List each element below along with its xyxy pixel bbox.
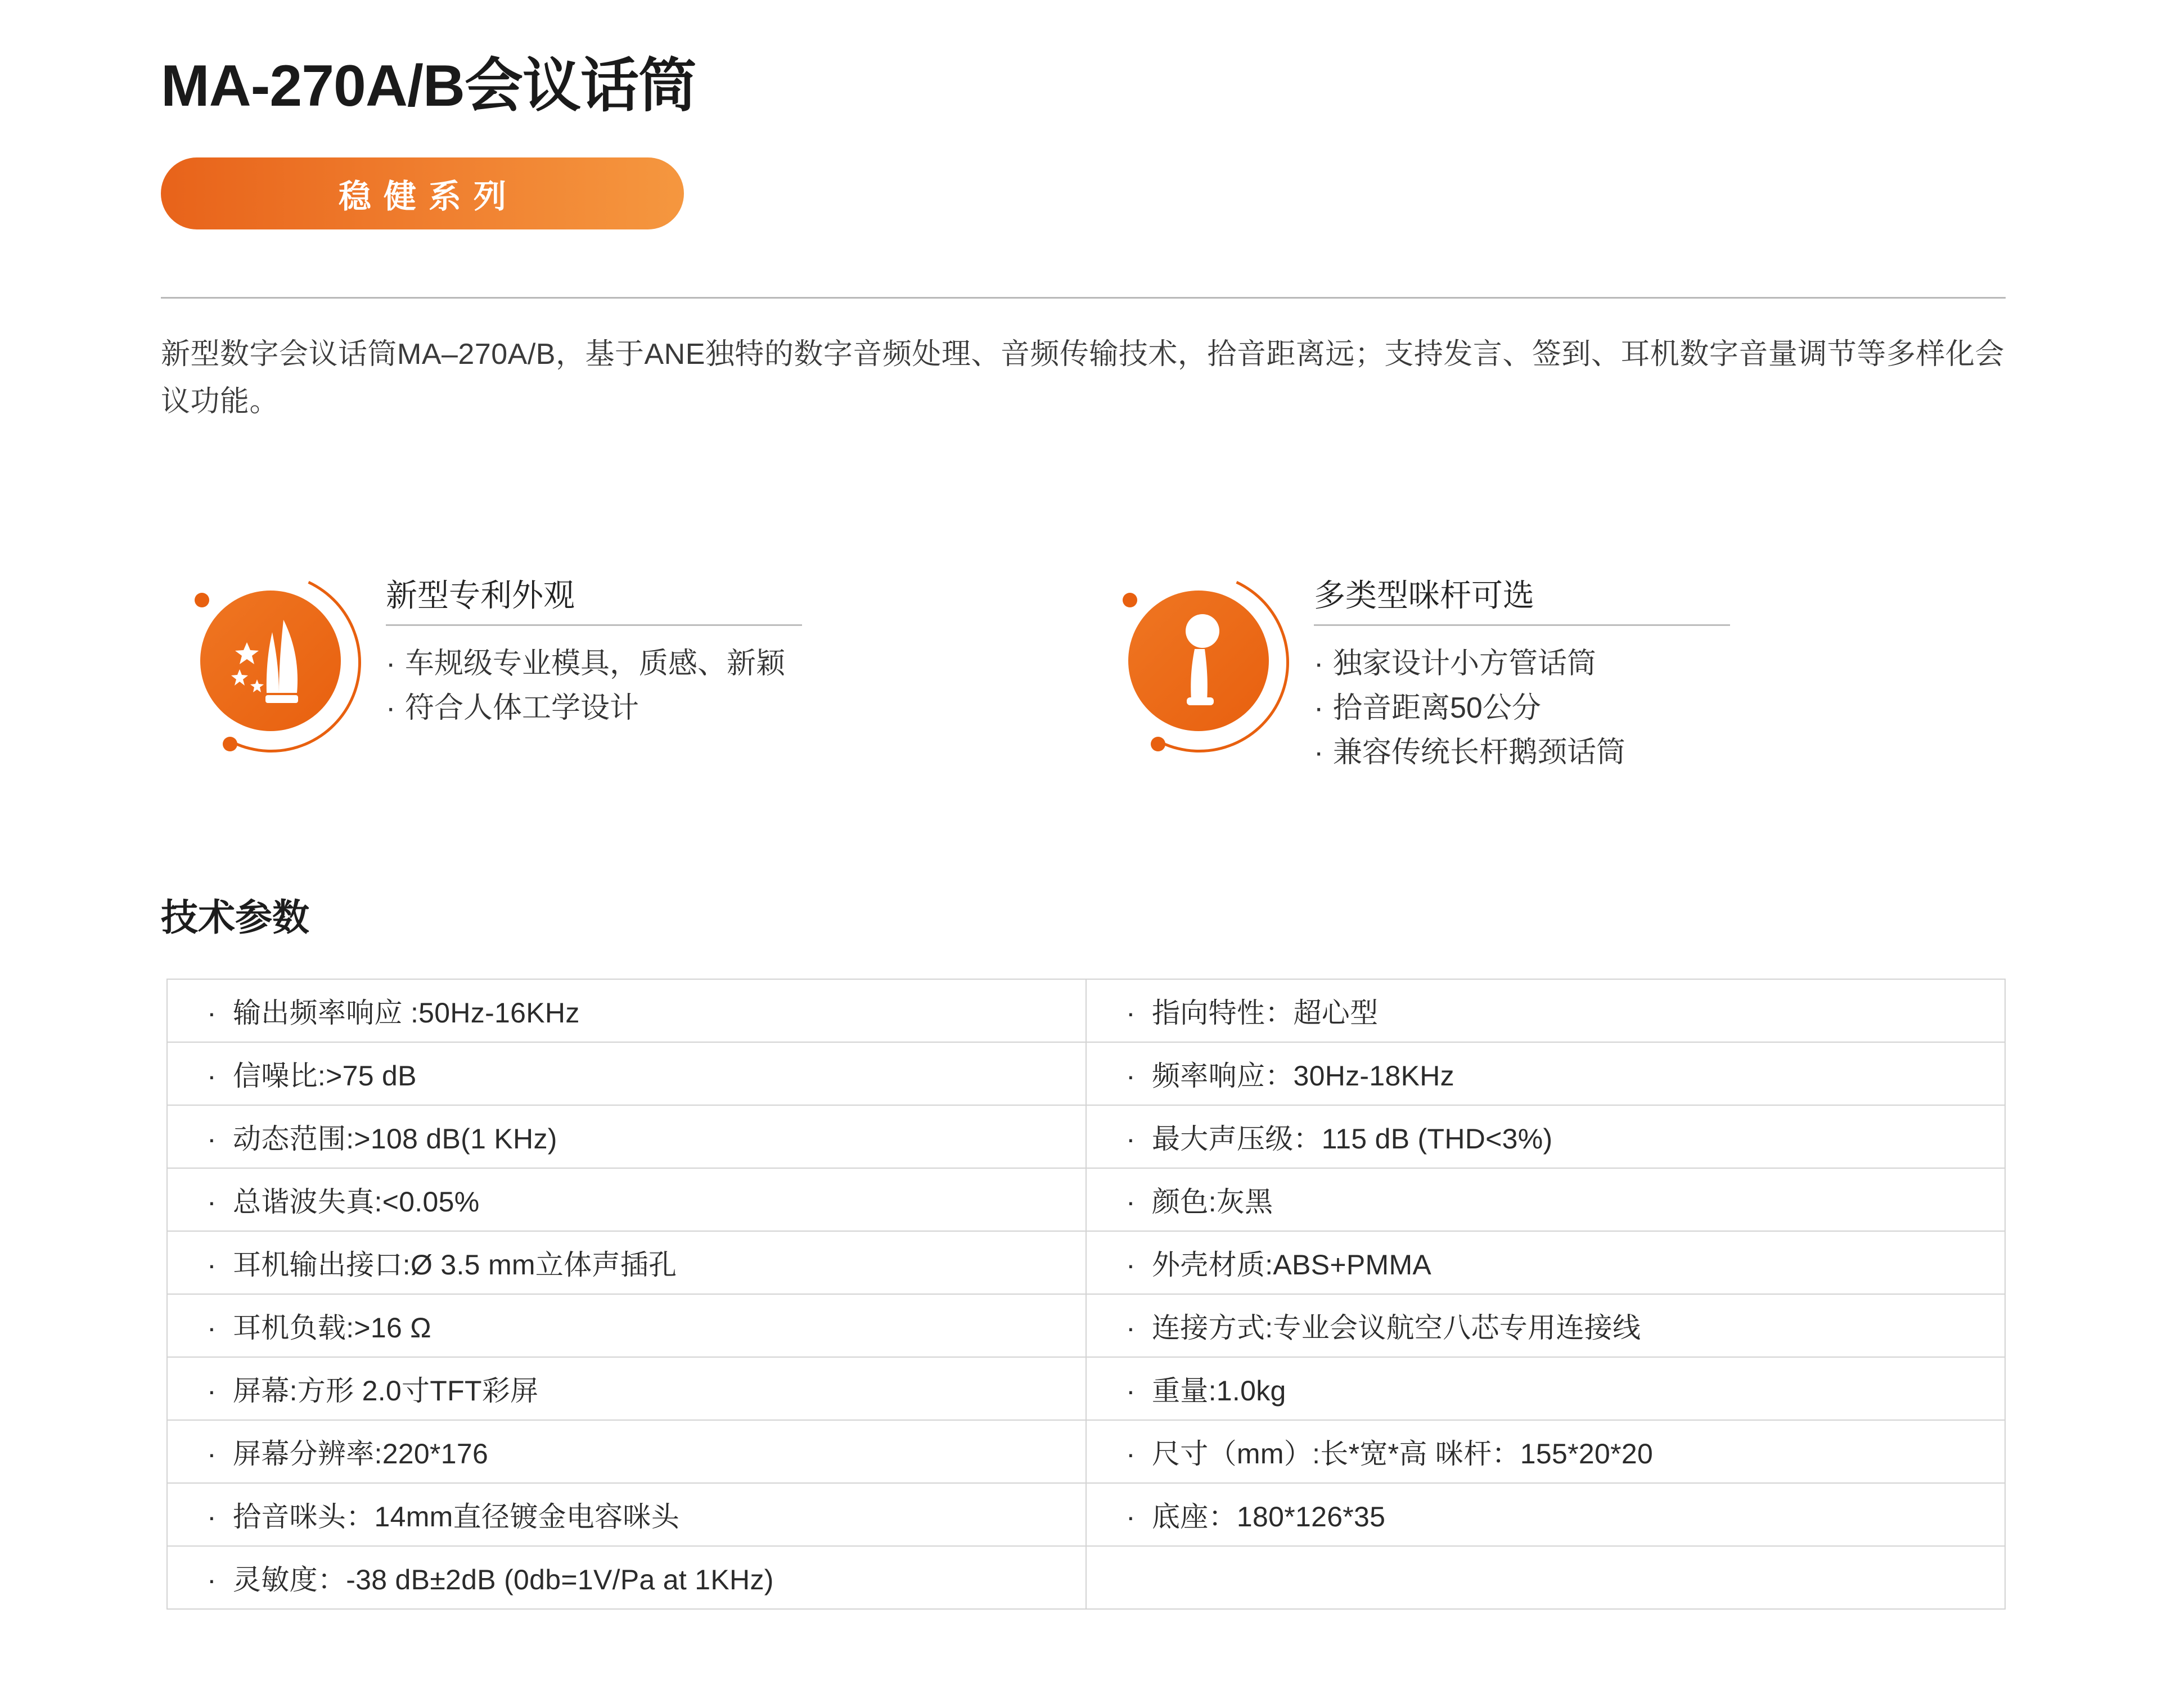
list-item: · 兼容传统长杆鹅颈话筒 xyxy=(1314,731,1730,775)
spec-text: 输出频率响应 :50Hz-16KHz xyxy=(233,997,580,1029)
spec-text: 总谐波失真:<0.05% xyxy=(233,1186,480,1218)
spec-cell: · 灵敏度：-38 dB±2dB (0db=1V/Pa at 1KHz) xyxy=(167,1546,1086,1609)
spec-section-heading: 技术参数 xyxy=(161,896,309,938)
spec-table xyxy=(166,979,2006,1610)
spec-text: 灵敏度：-38 dB±2dB (0db=1V/Pa at 1KHz) xyxy=(233,1564,774,1596)
spec-text: 外壳材质:ABS+PMMA xyxy=(1152,1249,1432,1281)
header-divider xyxy=(161,297,2006,299)
spec-text: 重量:1.0kg xyxy=(1152,1375,1286,1407)
table-row xyxy=(167,1483,2005,1546)
spec-cell: · 耳机输出接口:Ø 3.5 mm立体声插孔 xyxy=(167,1231,1086,1294)
feature-block-patent-design xyxy=(174,568,802,759)
spec-text: 尺寸（mm）:长*宽*高 咪杆：155*20*20 xyxy=(1152,1438,1654,1470)
icon-dot xyxy=(1151,737,1165,751)
spec-cell: · 尺寸（mm）:长*宽*高 咪杆：155*20*20 xyxy=(1086,1420,2005,1483)
table-row xyxy=(167,1294,2005,1357)
feature-list xyxy=(386,642,802,731)
page-title: MA-270A/B会议话筒 xyxy=(161,53,696,119)
spec-text: 动态范围:>108 dB(1 KHz) xyxy=(233,1123,557,1155)
series-badge xyxy=(161,157,684,229)
spec-cell: · 频率响应：30Hz-18KHz xyxy=(1086,1042,2005,1105)
spec-text: 信噪比:>75 dB xyxy=(233,1060,417,1092)
list-item: · 车规级专业模具，质感、新颖 xyxy=(386,642,802,686)
spec-cell: · 信噪比:>75 dB xyxy=(167,1042,1086,1105)
feature-block-mic-pole xyxy=(1102,568,1730,775)
table-row xyxy=(167,1231,2005,1294)
list-item: · 符合人体工学设计 xyxy=(386,686,802,731)
microphone-pole-icon xyxy=(1102,568,1294,759)
list-item: · 拾音距离50公分 xyxy=(1314,686,1730,731)
feature-rule xyxy=(386,624,802,626)
series-badge-label: 稳健系列 xyxy=(338,178,519,215)
spec-cell: · 连接方式:专业会议航空八芯专用连接线 xyxy=(1086,1294,2005,1357)
spec-cell: · 屏幕分辨率:220*176 xyxy=(167,1420,1086,1483)
table-row xyxy=(167,1546,2005,1609)
pen-glyph-icon xyxy=(200,591,341,731)
spec-text: 频率响应：30Hz-18KHz xyxy=(1152,1060,1454,1092)
spec-text: 耳机输出接口:Ø 3.5 mm立体声插孔 xyxy=(233,1249,677,1281)
spec-cell: · 底座：180*126*35 xyxy=(1086,1483,2005,1546)
spec-text: 颜色:灰黑 xyxy=(1152,1186,1273,1218)
spec-text: 连接方式:专业会议航空八芯专用连接线 xyxy=(1152,1312,1641,1344)
feature-body xyxy=(1314,568,1730,775)
table-row xyxy=(167,1042,2005,1105)
spec-cell: · 外壳材质:ABS+PMMA xyxy=(1086,1231,2005,1294)
spec-text: 指向特性：超心型 xyxy=(1152,997,1379,1029)
spec-cell: · 总谐波失真:<0.05% xyxy=(167,1168,1086,1231)
intro-paragraph: 新型数字会议话筒MA–270A/B，基于ANE独特的数字音频处理、音频传输技术，拾音距离远；支持发言、签到、耳机数字音量调节等多样化会议功能。 xyxy=(161,338,2005,418)
table-row xyxy=(167,1420,2005,1483)
spec-text: 屏幕:方形 2.0寸TFT彩屏 xyxy=(233,1375,539,1407)
spec-cell: · 指向特性：超心型 xyxy=(1086,979,2005,1042)
table-row xyxy=(167,1168,2005,1231)
spec-text: 最大声压级：115 dB (THD<3%) xyxy=(1152,1123,1553,1155)
spec-cell: · 动态范围:>108 dB(1 KHz) xyxy=(167,1105,1086,1168)
spec-cell: · 最大声压级：115 dB (THD<3%) xyxy=(1086,1105,2005,1168)
feature-title: 新型专利外观 xyxy=(386,578,575,613)
spec-cell: · 输出频率响应 :50Hz-16KHz xyxy=(167,979,1086,1042)
spec-text: 底座：180*126*35 xyxy=(1152,1501,1386,1533)
icon-dot xyxy=(223,737,237,751)
spec-text: 屏幕分辨率:220*176 xyxy=(233,1438,489,1470)
spec-text: 耳机负载:>16 Ω xyxy=(233,1312,431,1344)
patent-design-icon xyxy=(174,568,366,759)
spec-cell: · 颜色:灰黑 xyxy=(1086,1168,2005,1231)
spec-cell: · 重量:1.0kg xyxy=(1086,1357,2005,1420)
spec-cell-empty xyxy=(1086,1546,2005,1609)
feature-title: 多类型咪杆可选 xyxy=(1314,578,1534,613)
table-row xyxy=(167,979,2005,1042)
spec-cell: · 拾音咪头：14mm直径镀金电容咪头 xyxy=(167,1483,1086,1546)
microphone-glyph-icon xyxy=(1128,591,1269,731)
feature-body xyxy=(386,568,802,731)
list-item: · 独家设计小方管话筒 xyxy=(1314,642,1730,686)
spec-cell: · 屏幕:方形 2.0寸TFT彩屏 xyxy=(167,1357,1086,1420)
feature-rule xyxy=(1314,624,1730,626)
spec-table-body xyxy=(167,979,2005,1609)
spec-text: 拾音咪头：14mm直径镀金电容咪头 xyxy=(233,1501,680,1533)
table-row xyxy=(167,1357,2005,1420)
spec-cell: · 耳机负载:>16 Ω xyxy=(167,1294,1086,1357)
feature-list xyxy=(1314,642,1730,775)
table-row xyxy=(167,1105,2005,1168)
